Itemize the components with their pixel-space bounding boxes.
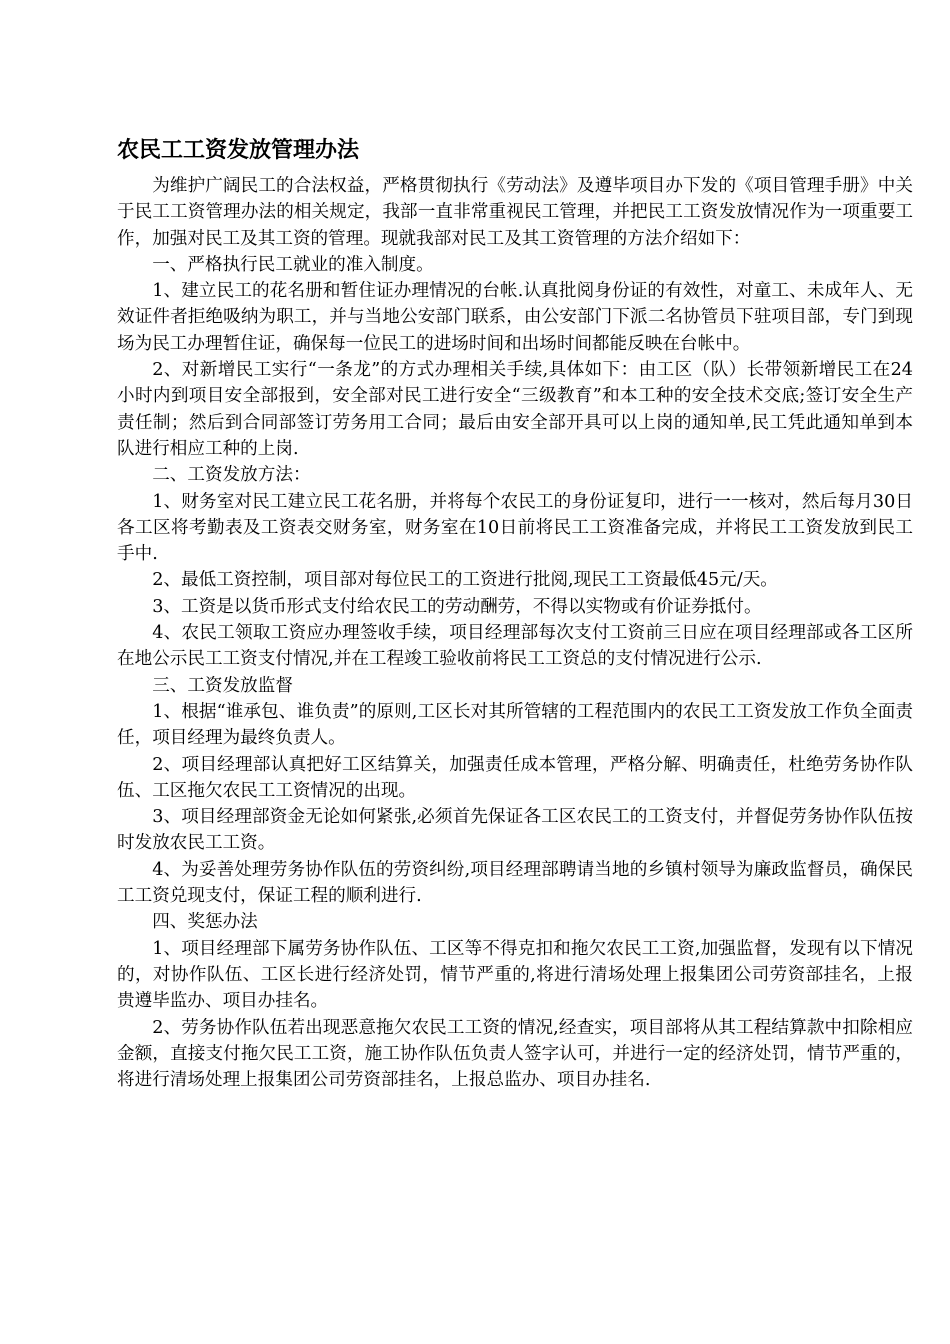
- paragraph: 2、劳务协作队伍若出现恶意拖欠农民工工资的情况,经查实，项目部将从其工程结算款中扣除相应金额，直接支付拖欠民工工资，施工协作队伍负责人签字认可，并进行一定的经济处罚，情节严重的，将进行清场处理上报集团公司劳资部挂名，上报总监办、项目办挂名.: [117, 1017, 913, 1091]
- paragraph: 4、为妥善处理劳务协作队伍的劳资纠纷,项目经理部聘请当地的乡镇村领导为廉政监督员，确保民工工资兑现支付，保证工程的顺利进行.: [117, 859, 913, 907]
- paragraph: 1、建立民工的花名册和暂住证办理情况的台帐.认真批阅身份证的有效性，对童工、未成年人、无效证件者拒绝吸纳为职工，并与当地公安部门联系，由公安部门下派二名协管员下驻项目部，专门到现场为民工办理暂住证，确保每一位民工的进场时间和出场时间都能反映在台帐中。: [117, 281, 913, 354]
- section-heading-2: 二、工资发放方法：: [152, 465, 311, 486]
- intro-paragraph: 为维护广阔民工的合法权益，严格贯彻执行《劳动法》及遵毕项目办下发的《项目管理手册》中关于民工工资管理办法的相关规定，我部一直非常重视民工管理，并把民工工资发放情况作为一项重要工作，加强对民工及其工资的管理。现就我部对民工及其工资管理的方法介绍如下：: [117, 176, 913, 249]
- paragraph: 2、项目经理部认真把好工区结算关，加强责任成本管理，严格分解、明确责任，杜绝劳务协作队伍、工区拖欠农民工工资情况的出现。: [117, 754, 913, 801]
- section-heading-4: 四、奖惩办法: [152, 912, 258, 933]
- paragraph: 1、根据“谁承包、谁负责”的原则,工区长对其所管辖的工程范围内的农民工工资发放工作负全面责任，项目经理为最终负责人。: [117, 701, 913, 749]
- document-body: [117, 173, 913, 1093]
- section-heading-3: 三、工资发放监督: [152, 675, 293, 696]
- paragraph: 1、项目经理部下属劳务协作队伍、工区等不得克扣和拖欠农民工工资,加强监督，发现有以下情况的，对协作队伍、工区长进行经济处罚，情节严重的,将进行清场处理上报集团公司劳资部挂名，上报贵遵毕监办、项目办挂名。: [117, 938, 913, 1012]
- paragraph: 2、最低工资控制，项目部对每位民工的工资进行批阅,现民工工资最低45元/天。: [152, 570, 778, 591]
- paragraph: 3、工资是以货币形式支付给农民工的劳动酬劳，不得以实物或有价证券抵付。: [152, 596, 762, 617]
- paragraph: 1、财务室对民工建立民工花名册，并将每个农民工的身份证复印，进行一一核对，然后每月30日各工区将考勤表及工资表交财务室，财务室在10日前将民工工资准备完成，并将民工工资发放到民工手中.: [117, 491, 913, 565]
- section-heading-1: 一、严格执行民工就业的准入制度。: [152, 254, 434, 275]
- paragraph: 3、项目经理部资金无论如何紧张,必须首先保证各工区农民工的工资支付，并督促劳务协作队伍按时发放农民工工资。: [117, 807, 913, 854]
- paragraph: 2、对新增民工实行“一条龙”的方式办理相关手续,具体如下：由工区（队）长带领新增民工在24小时内到项目安全部报到，安全部对民工进行安全“三级教育”和本工种的安全技术交底;签订安全生产责任制；然后到合同部签订劳务用工合同；最后由安全部开具可以上岗的通知单,民工凭此通知单到本队进行相应工种的上岗.: [117, 360, 913, 459]
- paragraph: 4、农民工领取工资应办理签收手续，项目经理部每次支付工资前三日应在项目经理部或各工区所在地公示民工工资支付情况,并在工程竣工验收前将民工工资总的支付情况进行公示.: [117, 623, 913, 670]
- document-title: 农民工工资发放管理办法: [117, 137, 360, 163]
